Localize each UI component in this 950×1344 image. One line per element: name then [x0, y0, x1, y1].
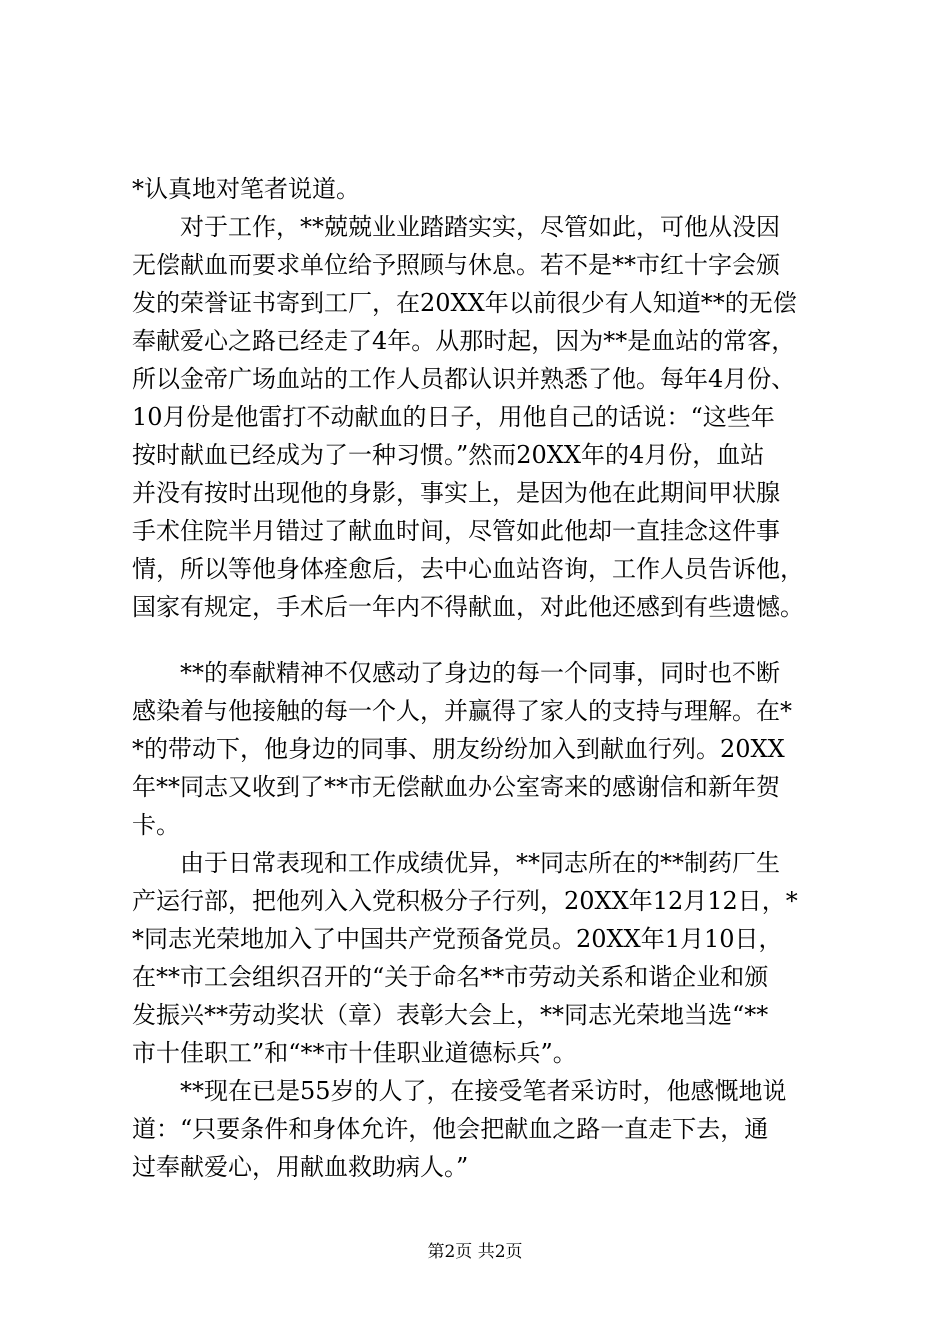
body-text-line: 并没有按时出现他的身影，事实上，是因为他在此期间甲状腺 [132, 479, 780, 507]
body-text-line: *认真地对笔者说道。 [132, 175, 360, 203]
body-text-line: 按时献血已经成为了一种习惯。”然而20XX年的4月份，血站 [132, 441, 765, 469]
body-text-line: **的奉献精神不仅感动了身边的每一个同事，同时也不断 [180, 659, 780, 687]
body-text-line: 由于日常表现和工作成绩优异，**同志所在的**制药厂生 [180, 849, 780, 877]
body-text-line: 发的荣誉证书寄到工厂，在20XX年以前很少有人知道**的无偿 [132, 289, 797, 317]
body-text-line: 对于工作，**兢兢业业踏踏实实，尽管如此，可他从没因 [180, 213, 780, 241]
body-text-line: **现在已是55岁的人了，在接受笔者采访时，他感慨地说 [180, 1077, 787, 1105]
body-text-line: *同志光荣地加入了中国共产党预备党员。20XX年1月10日， [132, 925, 783, 953]
body-text-line: 所以金帝广场血站的工作人员都认识并熟悉了他。每年4月份、 [132, 365, 796, 393]
body-text-line: 道：“只要条件和身体允许，他会把献血之路一直走下去，通 [132, 1115, 769, 1143]
body-text-line: 市十佳职工”和“**市十佳职业道德标兵”。 [132, 1039, 577, 1067]
body-text-line: 发振兴**劳动奖状（章）表彰大会上，**同志光荣地当选“** [132, 1001, 769, 1029]
body-text-line: *的带动下，他身边的同事、朋友纷纷加入到献血行列。20XX [132, 735, 785, 763]
body-text-line: 感染着与他接触的每一个人，并赢得了家人的支持与理解。在* [132, 697, 792, 725]
body-text-line: 产运行部，把他列入入党积极分子行列，20XX年12月12日，* [132, 887, 798, 915]
body-text-line: 奉献爱心之路已经走了4年。从那时起，因为**是血站的常客， [132, 327, 796, 355]
body-text-line: 过奉献爱心，用献血救助病人。” [132, 1153, 469, 1181]
body-text-line: 无偿献血而要求单位给予照顾与休息。若不是**市红十字会颁 [132, 251, 780, 279]
body-text-line: 10月份是他雷打不动献血的日子，用他自己的话说：“这些年 [132, 403, 775, 431]
body-text-line: 手术住院半月错过了献血时间，尽管如此他却一直挂念这件事 [132, 517, 780, 545]
body-text-line: 情，所以等他身体痊愈后，去中心血站咨询，工作人员告诉他， [132, 555, 804, 583]
body-text-line: 在**市工会组织召开的“关于命名**市劳动关系和谐企业和颁 [132, 963, 769, 991]
body-text-line: 年**同志又收到了**市无偿献血办公室寄来的感谢信和新年贺 [132, 773, 780, 801]
body-text-line: 卡。 [132, 811, 180, 839]
page-footer: 第2页 共2页 [427, 1242, 523, 1262]
body-text-line: 国家有规定，手术后一年内不得献血，对此他还感到有些遗憾。 [132, 593, 804, 621]
